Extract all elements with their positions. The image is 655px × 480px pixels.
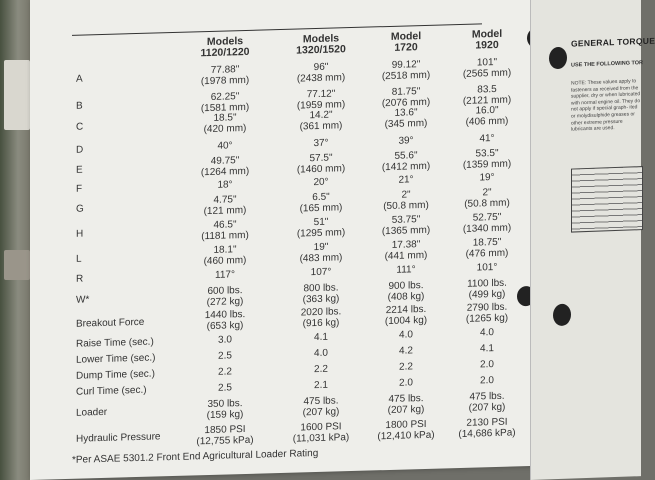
cell-value: 77.88" <box>210 64 240 76</box>
row-label: Dump Time (sec.) <box>76 368 155 382</box>
row-label: C <box>76 121 84 133</box>
torque-title: GENERAL TORQUE <box>571 35 655 49</box>
cell-value: 2214 lbs. <box>385 303 427 317</box>
row-label: Raise Time (sec.) <box>76 336 154 350</box>
row-label: Lower Time (sec.) <box>76 352 156 366</box>
row-label: Hydraulic Pressure <box>76 431 161 445</box>
row-label: L <box>76 253 82 265</box>
cell-value: 18° <box>217 179 233 191</box>
cell-value: 16.0" <box>475 104 499 117</box>
cell-value: 46.5" <box>213 219 237 231</box>
cell-value: 53.75" <box>391 214 421 226</box>
cell-value: 2.0 <box>480 375 494 387</box>
cell-value-metric: (11,031 kPa) <box>292 432 350 445</box>
cell-value: 96" <box>313 61 329 74</box>
cell-value-metric: (420 mm) <box>203 122 247 136</box>
row-label: Curl Time (sec.) <box>76 384 147 398</box>
cell-value: 18.75" <box>472 236 502 249</box>
row-label: H <box>76 228 84 240</box>
cell-value: 4.1 <box>480 343 494 355</box>
cell-value: 4.0 <box>480 327 494 339</box>
cell-value: 39° <box>398 135 414 147</box>
cell-value-metric: (2438 mm) <box>296 72 346 85</box>
row-label: G <box>76 203 84 215</box>
cell-value: 6.5" <box>312 191 330 204</box>
row-label: F <box>76 183 83 195</box>
column-header-line1: Model <box>390 30 422 43</box>
cell-value-metric: (406 mm) <box>465 115 509 128</box>
row-label: Breakout Force <box>76 316 145 330</box>
cell-value-metric: (2076 mm) <box>381 96 431 110</box>
cell-value-metric: (345 mm) <box>384 117 428 131</box>
cell-value-metric: (50.8 mm) <box>383 199 429 213</box>
cell-value: 18.5" <box>213 112 237 124</box>
cell-value: 350 lbs. <box>207 398 243 411</box>
cell-value-metric: (499 kg) <box>468 288 506 301</box>
torque-subtitle: USE THE FOLLOWING TOR <box>571 60 644 69</box>
cell-value: 4.0 <box>399 329 413 341</box>
cell-value: 2790 lbs. <box>466 301 508 314</box>
cell-value-metric: (1365 mm) <box>381 224 431 238</box>
cell-value: 2.2 <box>399 361 413 373</box>
cell-value: 19° <box>479 172 495 184</box>
cell-value: 117° <box>215 269 235 281</box>
column-header-line2: 1920 <box>475 38 499 52</box>
row-label: B <box>76 100 83 112</box>
cell-value-metric: (1460 mm) <box>296 163 346 176</box>
cell-value: 62.25" <box>210 91 240 103</box>
cell-value: 4.0 <box>314 347 328 360</box>
spec-sheet-page <box>30 0 570 480</box>
cell-value-metric: (483 mm) <box>299 252 343 265</box>
cell-value-metric: (361 mm) <box>299 120 343 133</box>
cell-value-metric: (653 kg) <box>206 320 244 333</box>
row-label: Loader <box>76 406 108 419</box>
cell-value-metric: (1295 mm) <box>296 227 346 240</box>
cell-value-metric: (207 kg) <box>387 403 425 417</box>
cell-value: 111° <box>396 264 416 276</box>
cell-value: 2130 PSI <box>466 416 508 429</box>
cell-value: 1600 PSI <box>300 421 342 434</box>
cell-value-metric: (408 kg) <box>387 290 425 304</box>
column-header-line1: Models <box>302 32 340 46</box>
cell-value: 1850 PSI <box>204 423 246 437</box>
cell-value-metric: (1978 mm) <box>200 74 250 88</box>
cell-value-metric: (272 kg) <box>206 296 244 309</box>
cell-value: 2.0 <box>399 377 413 389</box>
cell-value: 51" <box>313 216 329 229</box>
cell-value-metric: (165 mm) <box>299 202 343 215</box>
cell-value: 800 lbs. <box>303 282 339 295</box>
cell-value: 2.0 <box>480 359 494 371</box>
cell-value: 4.75" <box>213 194 237 206</box>
row-label: D <box>76 144 84 156</box>
cell-value-metric: (363 kg) <box>302 293 340 306</box>
cell-value: 18.1" <box>213 244 237 256</box>
cell-value: 2.2 <box>218 366 232 378</box>
cell-value-metric: (207 kg) <box>302 406 340 419</box>
cell-value: 600 lbs. <box>207 285 243 298</box>
cell-value: 52.75" <box>472 211 502 224</box>
cell-value: 77.12" <box>306 88 336 101</box>
binder-hole <box>553 304 571 327</box>
cell-value: 2.5 <box>218 382 232 394</box>
cell-value: 40° <box>217 140 233 152</box>
cell-value: 99.12" <box>391 59 421 71</box>
cell-value-metric: (12,755 kPa) <box>196 434 254 448</box>
torque-table <box>571 166 643 233</box>
cell-value: 2.5 <box>218 350 232 362</box>
cell-value: 57.5" <box>309 152 333 165</box>
cell-value: 101° <box>476 261 498 274</box>
cell-value: 13.6" <box>394 107 418 119</box>
cell-value-metric: (1004 kg) <box>384 314 428 328</box>
cell-value-metric: (441 mm) <box>384 249 428 263</box>
cell-value: 101" <box>476 56 498 69</box>
column-header-line2: 1320/1520 <box>296 43 346 57</box>
cell-value: 4.2 <box>399 345 413 357</box>
cell-value-metric: (916 kg) <box>302 317 340 330</box>
cell-value: 20° <box>313 176 329 189</box>
cell-value: 2.2 <box>314 363 328 376</box>
cell-value: 475 lbs. <box>388 393 424 405</box>
cell-value: 17.38" <box>391 239 421 251</box>
cell-value-metric: (2121 mm) <box>462 94 512 107</box>
cell-value: 2020 lbs. <box>300 306 342 319</box>
footnote: *Per ASAE 5301.2 Front End Agricultural Loader Rating <box>72 447 319 466</box>
cell-value-metric: (1265 kg) <box>465 312 509 325</box>
cell-value: 1800 PSI <box>385 418 427 432</box>
cell-value-metric: (2518 mm) <box>381 69 431 83</box>
cell-value: 2" <box>482 187 492 199</box>
cell-value: 41° <box>479 133 495 145</box>
cell-value-metric: (1959 mm) <box>296 99 346 112</box>
cell-value-metric: (1340 mm) <box>462 222 512 235</box>
cell-value: 81.75" <box>391 86 421 98</box>
cell-value-metric: (1412 mm) <box>381 160 431 174</box>
cell-value: 37° <box>313 137 329 150</box>
cell-value: 2.1 <box>314 379 328 392</box>
column-header-line2: 1720 <box>394 41 418 54</box>
cell-value: 2" <box>401 189 411 201</box>
row-label: R <box>76 273 84 285</box>
cell-value: 475 lbs. <box>303 395 339 408</box>
cell-value: 3.0 <box>218 334 232 346</box>
cell-value: 1100 lbs. <box>467 277 507 290</box>
row-label: A <box>76 73 83 85</box>
cell-value: 83.5 <box>477 83 497 96</box>
cell-value-metric: (1181 mm) <box>201 229 249 243</box>
cell-value: 107° <box>310 266 332 279</box>
cell-value: 19" <box>313 241 329 254</box>
cell-value: 475 lbs. <box>469 390 505 403</box>
cell-value: 21° <box>398 174 414 186</box>
cell-value: 53.5" <box>475 147 499 160</box>
background-object <box>4 60 30 130</box>
cell-value: 900 lbs. <box>388 280 424 292</box>
cell-value-metric: (12,410 kPa) <box>377 429 435 443</box>
column-header-line2: 1120/1220 <box>200 45 250 60</box>
cell-value-metric: (2565 mm) <box>462 67 512 80</box>
cell-value: 55.6" <box>394 150 418 162</box>
cell-value-metric: (1581 mm) <box>200 101 250 115</box>
cell-value-metric: (207 kg) <box>468 401 506 414</box>
cell-value-metric: (159 kg) <box>206 409 244 422</box>
cell-value-metric: (460 mm) <box>203 254 247 268</box>
row-label: E <box>76 164 83 176</box>
cell-value-metric: (1264 mm) <box>200 165 250 179</box>
cell-value-metric: (14,686 kPa) <box>458 427 516 441</box>
cell-value: 14.2" <box>309 109 333 122</box>
cell-value-metric: (50.8 mm) <box>464 197 510 210</box>
cell-value-metric: (476 mm) <box>465 247 509 260</box>
cell-value: 49.75" <box>210 155 240 167</box>
cell-value-metric: (1359 mm) <box>462 158 512 171</box>
column-header-line1: Model <box>471 27 503 41</box>
binder-hole <box>549 47 567 70</box>
cell-value-metric: (121 mm) <box>203 204 247 218</box>
column-header-line1: Models <box>206 35 244 49</box>
cell-value: 4.1 <box>314 331 328 344</box>
row-label: W* <box>76 294 90 306</box>
adjacent-page <box>530 0 655 480</box>
cell-value: 1440 lbs. <box>204 308 246 322</box>
background-object <box>4 250 30 280</box>
torque-note: NOTE: These values apply to fasteners as received from the supplier, dry or when lubricated with normal engine oil. They do not apply if special graph- ited or molydisulphide greases or other extreme pressure lubricants are used. <box>571 78 641 133</box>
